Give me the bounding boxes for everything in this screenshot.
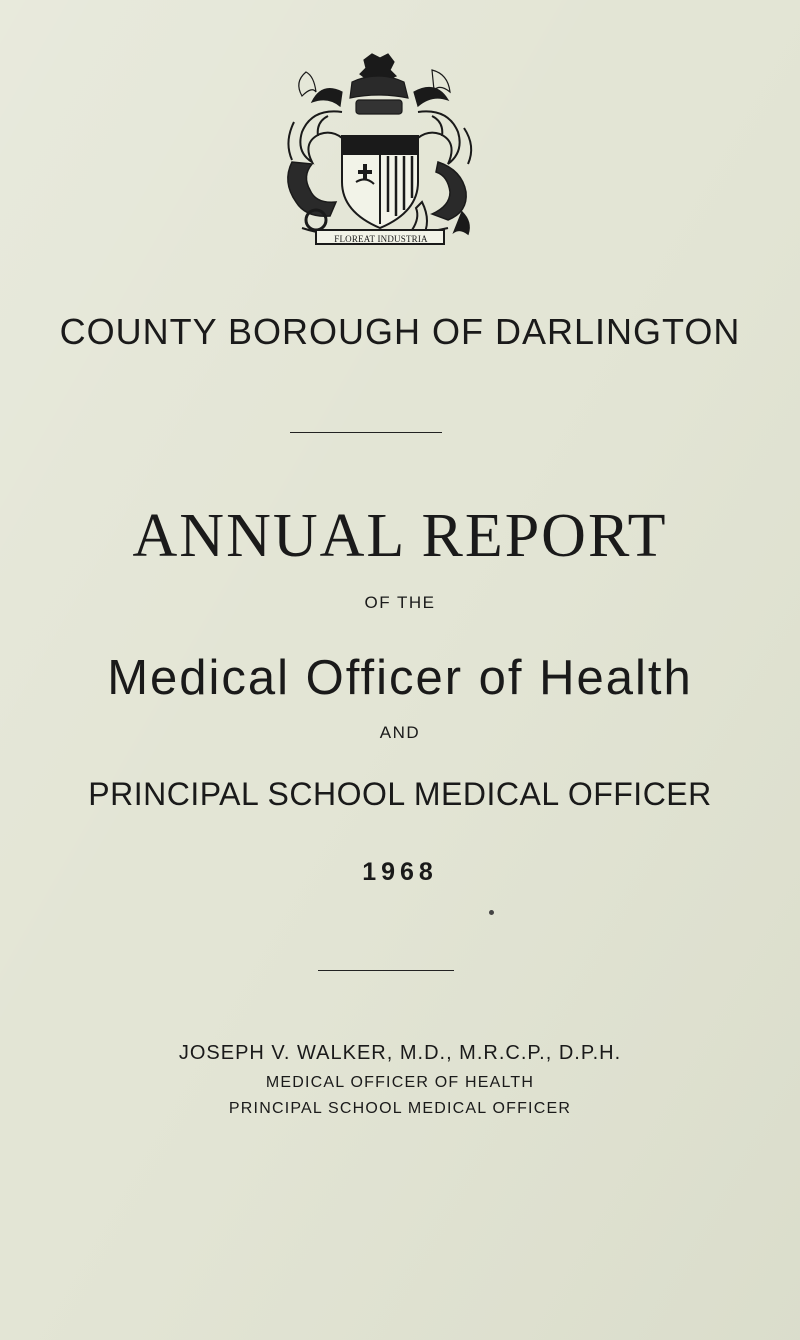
report-title: ANNUAL REPORT bbox=[132, 502, 668, 570]
of-the-line: OF THE bbox=[364, 593, 436, 612]
author-role-2: PRINCIPAL SCHOOL MEDICAL OFFICER bbox=[228, 1100, 572, 1117]
report-year: 1968 bbox=[362, 858, 438, 886]
crest-motto: FLOREAT INDUSTRIA bbox=[334, 234, 428, 244]
decorative-dot bbox=[489, 910, 494, 915]
coat-of-arms-icon bbox=[272, 52, 484, 248]
author-role-1: MEDICAL OFFICER OF HEALTH bbox=[265, 1074, 535, 1091]
divider-top bbox=[290, 432, 442, 433]
borough-heading: COUNTY BOROUGH OF DARLINGTON bbox=[59, 311, 741, 352]
and-line: AND bbox=[379, 723, 421, 742]
officer-title: Medical Officer of Health bbox=[107, 651, 693, 705]
second-office-title: PRINCIPAL SCHOOL MEDICAL OFFICER bbox=[88, 776, 712, 812]
author-name: JOSEPH V. WALKER, M.D., M.R.C.P., D.P.H. bbox=[178, 1042, 622, 1064]
divider-bottom bbox=[318, 970, 454, 971]
